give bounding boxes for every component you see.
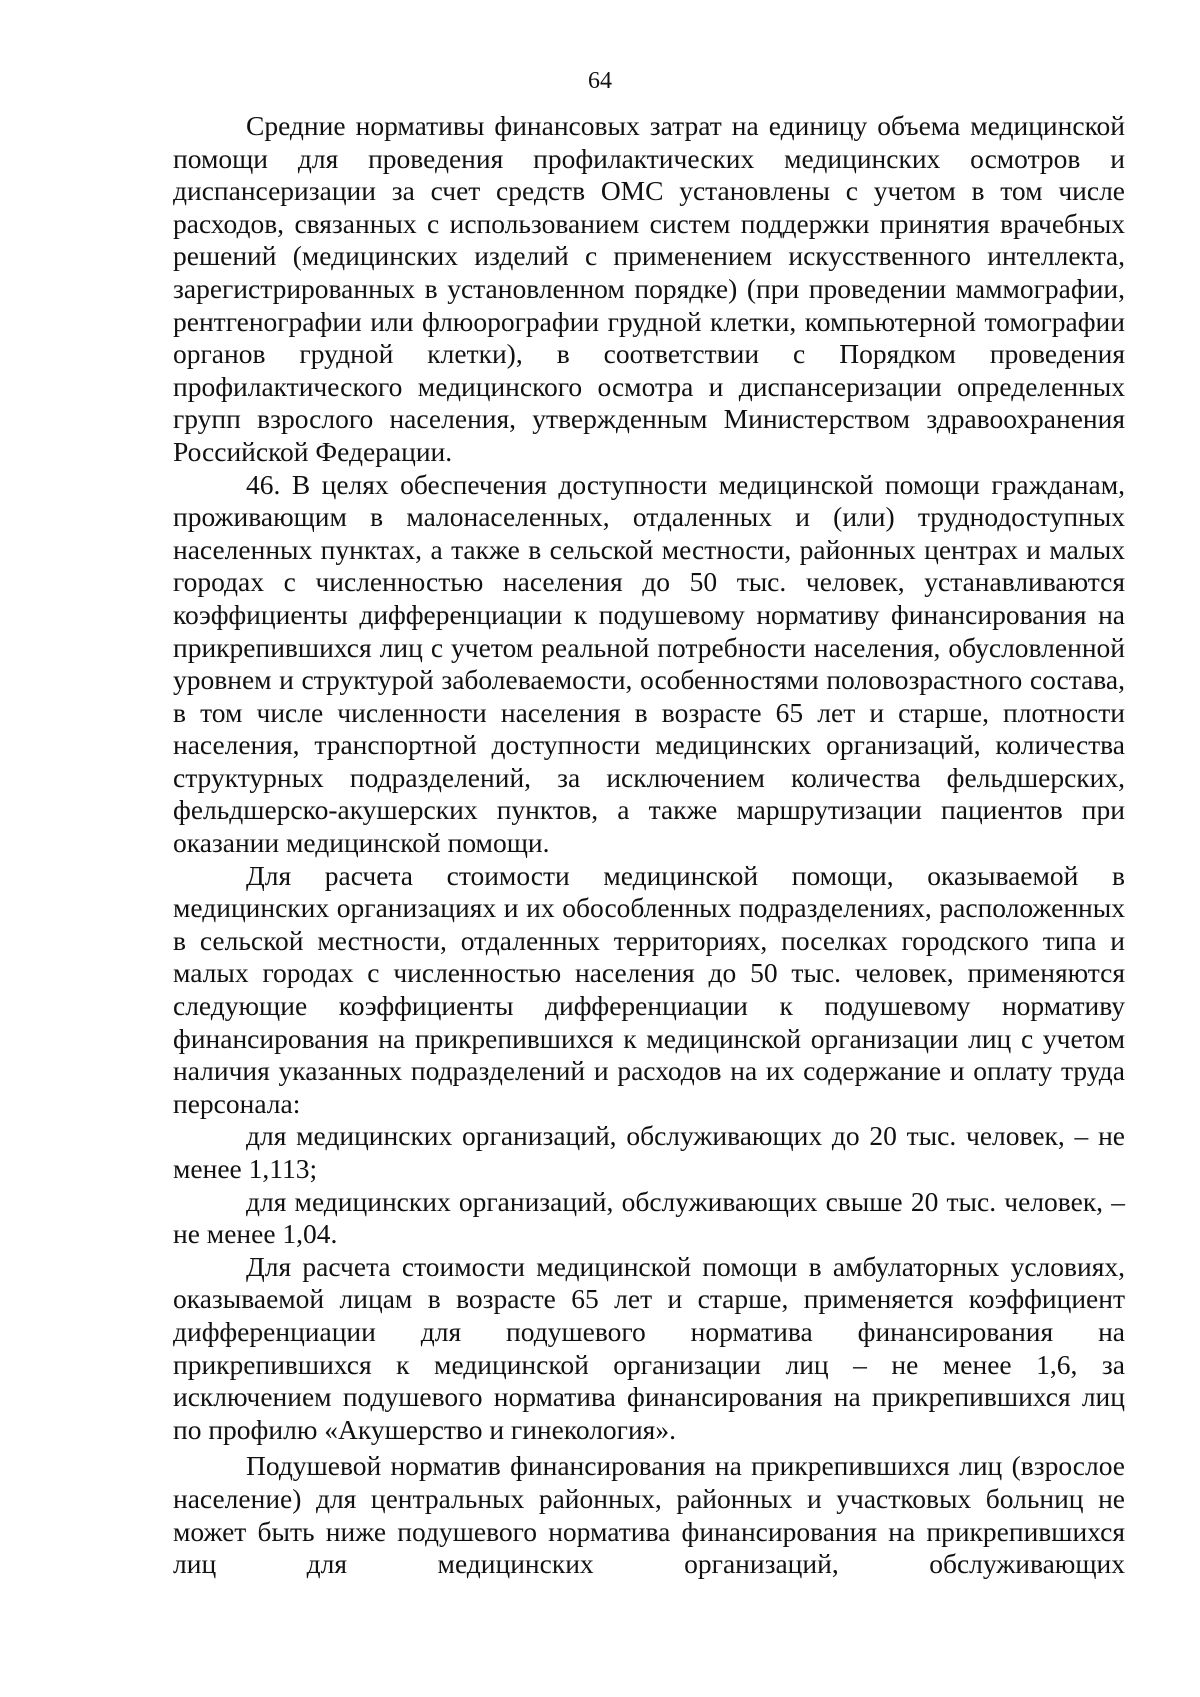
paragraph-coefficient-65-plus: Для расчета стоимости медицинской помощи в амбулаторных условиях, оказываемой лицам в возрасте 65 лет и старше, применяется коэффициент дифференциации для подушевого норматива финансирования на прикрепившихся к медицинской организации лиц – не менее 1,6, за исключением подушевого норматива финансирования на прикрепившихся лиц по профилю «Акушерство и гинекология».	[173, 1250, 1125, 1445]
paragraph-hospitals-per-capita: Подушевой норматив финансирования на прикрепившихся лиц (взрослое население) для центральных районных, районных и участковых больниц не может быть ниже подушевого норматива финансирования на прикрепившихся лиц для медицинских организаций, обслуживающих	[173, 1450, 1125, 1580]
page-number: 64	[588, 68, 612, 94]
paragraph-coefficient-over-20k: для медицинских организаций, обслуживающих свыше 20 тыс. человек, – не менее 1,04.	[173, 1185, 1125, 1250]
paragraph-rural-coefficients: Для расчета стоимости медицинской помощи, оказываемой в медицинских организациях и их обособленных подразделениях, расположенных в сельской местности, отдаленных территориях, поселках городского типа и малых городах с численностью населения до 50 тыс. человек, применяются следующие коэффициенты дифференциации к подушевому нормативу финансирования на прикрепившихся к медицинской организации лиц с учетом наличия указанных подразделений и расходов на их содержание и оплату труда персонала:	[173, 859, 1125, 1119]
document-body	[173, 110, 1125, 1581]
paragraph-item-46: 46. В целях обеспечения доступности медицинской помощи гражданам, проживающим в малонаселенных, отдаленных и (или) труднодоступных населенных пунктах, а также в сельской местности, районных центрах и малых городах с численностью населения до 50 тыс. человек, устанавливаются коэффициенты дифференциации к подушевому нормативу финансирования на прикрепившихся лиц с учетом реальной потребности населения, обусловленной уровнем и структурой заболеваемости, особенностями половозрастного состава, в том числе численности населения в возрасте 65 лет и старше, плотности населения, транспортной доступности медицинских организаций, количества структурных подразделений, за исключением количества фельдшерских, фельдшерско-акушерских пунктов, а также маршрутизации пациентов при оказании медицинской помощи.	[173, 468, 1125, 859]
paragraph-norms-screening: Средние нормативы финансовых затрат на единицу объема медицинской помощи для проведения профилактических медицинских осмотров и диспансеризации за счет средств ОМС установлены с учетом в том числе расходов, связанных с использованием систем поддержки принятия врачебных решений (медицинских изделий с применением искусственного интеллекта, зарегистрированных в установленном порядке) (при проведении маммографии, рентгенографии или флюорографии грудной клетки, компьютерной томографии органов грудной клетки), в соответствии с Порядком проведения профилактического медицинского осмотра и диспансеризации определенных групп взрослого населения, утвержденным Министерством здравоохранения Российской Федерации.	[173, 110, 1125, 467]
paragraph-coefficient-up-to-20k: для медицинских организаций, обслуживающих до 20 тыс. человек, – не менее 1,113;	[173, 1120, 1125, 1184]
